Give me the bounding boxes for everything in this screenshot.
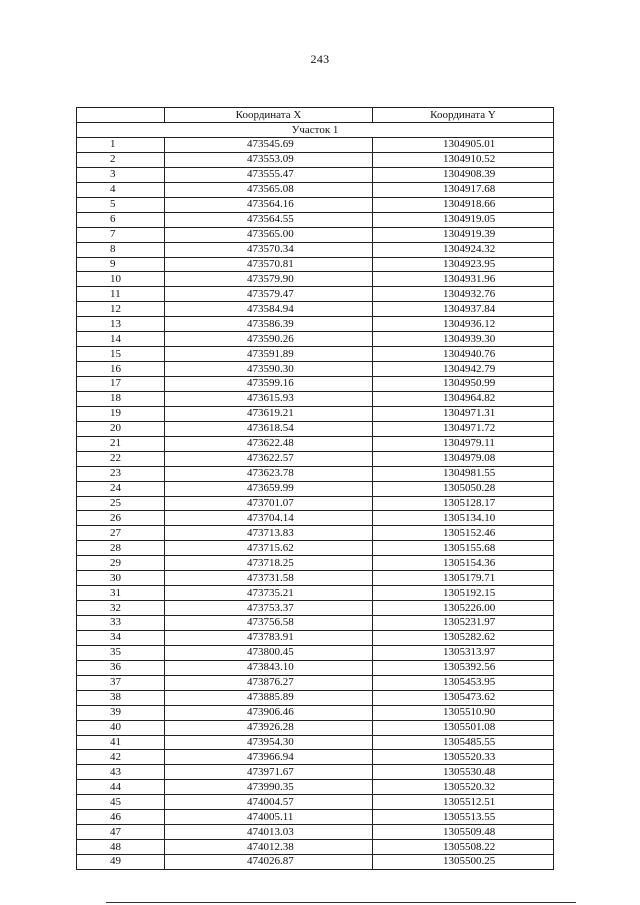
- point-number: 12: [77, 302, 165, 317]
- coordinate-y: 1305453.95: [373, 675, 554, 690]
- coordinate-x: 473565.00: [165, 227, 373, 242]
- point-number: 2: [77, 152, 165, 167]
- section-title: Участок 1: [77, 123, 554, 138]
- coordinate-x: 473876.27: [165, 675, 373, 690]
- table-header-row: [77, 108, 554, 123]
- point-number: 5: [77, 197, 165, 212]
- coordinate-x: 473564.55: [165, 212, 373, 227]
- table-row: [77, 780, 554, 795]
- coordinates-table: [76, 107, 554, 870]
- point-number: 36: [77, 660, 165, 675]
- coordinate-x: 474012.38: [165, 840, 373, 855]
- coordinate-y: 1305509.48: [373, 825, 554, 840]
- point-number: 24: [77, 481, 165, 496]
- coordinate-x: 473615.93: [165, 391, 373, 406]
- table-row: [77, 332, 554, 347]
- table-row: [77, 526, 554, 541]
- header-coordinate-y: Координата Y: [373, 108, 554, 123]
- coordinate-y: 1305500.25: [373, 855, 554, 870]
- coordinate-y: 1305530.48: [373, 765, 554, 780]
- coordinate-y: 1304932.76: [373, 287, 554, 302]
- coordinate-y: 1305508.22: [373, 840, 554, 855]
- table-row: [77, 436, 554, 451]
- coordinate-y: 1305231.97: [373, 616, 554, 631]
- coordinate-x: 473618.54: [165, 421, 373, 436]
- point-number: 10: [77, 272, 165, 287]
- table-row: [77, 825, 554, 840]
- table-row: [77, 571, 554, 586]
- table-row: [77, 481, 554, 496]
- coordinate-x: 473783.91: [165, 630, 373, 645]
- coordinate-y: 1305152.46: [373, 526, 554, 541]
- point-number: 22: [77, 451, 165, 466]
- coordinate-y: 1304971.31: [373, 406, 554, 421]
- point-number: 31: [77, 586, 165, 601]
- table-row: [77, 227, 554, 242]
- coordinate-x: 473570.81: [165, 257, 373, 272]
- table-row: [77, 466, 554, 481]
- coordinate-y: 1304910.52: [373, 152, 554, 167]
- point-number: 27: [77, 526, 165, 541]
- table-row: [77, 302, 554, 317]
- coordinate-x: 473622.57: [165, 451, 373, 466]
- point-number: 45: [77, 795, 165, 810]
- coordinate-x: 473800.45: [165, 645, 373, 660]
- coordinate-x: 473715.62: [165, 541, 373, 556]
- table-row: [77, 421, 554, 436]
- table-row: [77, 735, 554, 750]
- coordinate-y: 1305154.36: [373, 556, 554, 571]
- point-number: 18: [77, 391, 165, 406]
- coordinate-x: 473623.78: [165, 466, 373, 481]
- point-number: 46: [77, 810, 165, 825]
- coordinate-x: 473954.30: [165, 735, 373, 750]
- coordinate-x: 473553.09: [165, 152, 373, 167]
- coordinate-x: 473570.34: [165, 242, 373, 257]
- coordinate-y: 1305155.68: [373, 541, 554, 556]
- point-number: 34: [77, 630, 165, 645]
- coordinate-x: 473619.21: [165, 406, 373, 421]
- table-row: [77, 840, 554, 855]
- coordinate-y: 1305512.51: [373, 795, 554, 810]
- point-number: 29: [77, 556, 165, 571]
- coordinate-y: 1304923.95: [373, 257, 554, 272]
- table-row: [77, 406, 554, 421]
- table-row: [77, 705, 554, 720]
- coordinate-y: 1304919.05: [373, 212, 554, 227]
- table-row: [77, 257, 554, 272]
- coordinate-y: 1305226.00: [373, 601, 554, 616]
- coordinate-y: 1304936.12: [373, 317, 554, 332]
- table-row: [77, 645, 554, 660]
- coordinate-y: 1304981.55: [373, 466, 554, 481]
- coordinate-x: 473735.21: [165, 586, 373, 601]
- coordinate-x: 473966.94: [165, 750, 373, 765]
- coordinate-y: 1305510.90: [373, 705, 554, 720]
- coordinate-x: 473753.37: [165, 601, 373, 616]
- coordinate-x: 473701.07: [165, 496, 373, 511]
- point-number: 25: [77, 496, 165, 511]
- coordinate-x: 473579.90: [165, 272, 373, 287]
- point-number: 17: [77, 377, 165, 392]
- table-row: [77, 601, 554, 616]
- table-row: [77, 182, 554, 197]
- table-row: [77, 616, 554, 631]
- coordinate-y: 1305513.55: [373, 810, 554, 825]
- coordinate-y: 1304964.82: [373, 391, 554, 406]
- coordinate-y: 1305473.62: [373, 690, 554, 705]
- coordinate-x: 473731.58: [165, 571, 373, 586]
- point-number: 32: [77, 601, 165, 616]
- point-number: 39: [77, 705, 165, 720]
- table-row: [77, 272, 554, 287]
- table-row: [77, 197, 554, 212]
- table-row: [77, 167, 554, 182]
- coordinate-x: 473622.48: [165, 436, 373, 451]
- table-row: [77, 795, 554, 810]
- table-body: [77, 123, 554, 870]
- table-row: [77, 855, 554, 870]
- coordinate-x: 474004.57: [165, 795, 373, 810]
- table-row: [77, 451, 554, 466]
- point-number: 4: [77, 182, 165, 197]
- point-number: 42: [77, 750, 165, 765]
- point-number: 3: [77, 167, 165, 182]
- coordinate-y: 1305501.08: [373, 720, 554, 735]
- point-number: 35: [77, 645, 165, 660]
- point-number: 38: [77, 690, 165, 705]
- coordinate-y: 1304931.96: [373, 272, 554, 287]
- header-number: [77, 108, 165, 123]
- coordinate-y: 1304979.11: [373, 436, 554, 451]
- point-number: 8: [77, 242, 165, 257]
- table-row: [77, 556, 554, 571]
- coordinate-y: 1305520.33: [373, 750, 554, 765]
- table-row: [77, 377, 554, 392]
- coordinate-x: 473659.99: [165, 481, 373, 496]
- coordinate-y: 1305485.55: [373, 735, 554, 750]
- coordinate-x: 473579.47: [165, 287, 373, 302]
- point-number: 16: [77, 362, 165, 377]
- table-row: [77, 511, 554, 526]
- coordinate-y: 1304937.84: [373, 302, 554, 317]
- coordinate-x: 473704.14: [165, 511, 373, 526]
- coordinate-x: 473713.83: [165, 526, 373, 541]
- table-row: [77, 720, 554, 735]
- table-row: [77, 242, 554, 257]
- coordinate-x: 473971.67: [165, 765, 373, 780]
- coordinate-x: 473584.94: [165, 302, 373, 317]
- page-number: 243: [310, 52, 330, 66]
- coordinate-x: 473906.46: [165, 705, 373, 720]
- table-row: [77, 317, 554, 332]
- coordinate-y: 1305192.15: [373, 586, 554, 601]
- coordinate-y: 1305392.56: [373, 660, 554, 675]
- coordinate-y: 1304924.32: [373, 242, 554, 257]
- point-number: 1: [77, 138, 165, 153]
- table-row: [77, 391, 554, 406]
- coordinate-y: 1304939.30: [373, 332, 554, 347]
- coordinate-x: 473545.69: [165, 138, 373, 153]
- coordinate-y: 1304940.76: [373, 347, 554, 362]
- point-number: 28: [77, 541, 165, 556]
- header-coordinate-x: Координата X: [165, 108, 373, 123]
- table-row: [77, 765, 554, 780]
- coordinate-x: 474026.87: [165, 855, 373, 870]
- point-number: 23: [77, 466, 165, 481]
- coordinate-y: 1305313.97: [373, 645, 554, 660]
- coordinate-y: 1304979.08: [373, 451, 554, 466]
- coordinate-y: 1304917.68: [373, 182, 554, 197]
- table-row: [77, 586, 554, 601]
- section-row: [77, 123, 554, 138]
- coordinate-y: 1305282.62: [373, 630, 554, 645]
- coordinate-x: 473756.58: [165, 616, 373, 631]
- coordinate-x: 473565.08: [165, 182, 373, 197]
- coordinate-y: 1305050.28: [373, 481, 554, 496]
- point-number: 6: [77, 212, 165, 227]
- point-number: 44: [77, 780, 165, 795]
- coordinate-x: 473599.16: [165, 377, 373, 392]
- table-row: [77, 287, 554, 302]
- point-number: 30: [77, 571, 165, 586]
- table-row: [77, 496, 554, 511]
- point-number: 14: [77, 332, 165, 347]
- point-number: 15: [77, 347, 165, 362]
- point-number: 43: [77, 765, 165, 780]
- table-row: [77, 690, 554, 705]
- point-number: 9: [77, 257, 165, 272]
- coordinate-y: 1304971.72: [373, 421, 554, 436]
- coordinate-x: 473591.89: [165, 347, 373, 362]
- point-number: 40: [77, 720, 165, 735]
- coordinate-x: 473564.16: [165, 197, 373, 212]
- coordinate-x: 473718.25: [165, 556, 373, 571]
- coordinate-x: 474005.11: [165, 810, 373, 825]
- coordinate-x: 473885.89: [165, 690, 373, 705]
- table-row: [77, 541, 554, 556]
- table-row: [77, 138, 554, 153]
- point-number: 37: [77, 675, 165, 690]
- coordinate-y: 1305128.17: [373, 496, 554, 511]
- table-row: [77, 675, 554, 690]
- point-number: 11: [77, 287, 165, 302]
- coordinate-y: 1305520.32: [373, 780, 554, 795]
- table-row: [77, 630, 554, 645]
- point-number: 21: [77, 436, 165, 451]
- coordinate-y: 1305179.71: [373, 571, 554, 586]
- table-row: [77, 347, 554, 362]
- coordinate-x: 473590.26: [165, 332, 373, 347]
- point-number: 48: [77, 840, 165, 855]
- coordinate-y: 1305134.10: [373, 511, 554, 526]
- table-row: [77, 362, 554, 377]
- point-number: 49: [77, 855, 165, 870]
- table-row: [77, 750, 554, 765]
- table-row: [77, 810, 554, 825]
- table-row: [77, 212, 554, 227]
- coordinate-y: 1304918.66: [373, 197, 554, 212]
- coordinate-x: 473990.35: [165, 780, 373, 795]
- point-number: 47: [77, 825, 165, 840]
- coordinate-x: 473555.47: [165, 167, 373, 182]
- coordinate-y: 1304905.01: [373, 138, 554, 153]
- coordinate-x: 473590.30: [165, 362, 373, 377]
- coordinate-x: 473843.10: [165, 660, 373, 675]
- point-number: 26: [77, 511, 165, 526]
- footer-rule: [106, 902, 576, 903]
- coordinate-x: 473926.28: [165, 720, 373, 735]
- table-row: [77, 152, 554, 167]
- point-number: 13: [77, 317, 165, 332]
- coordinate-x: 474013.03: [165, 825, 373, 840]
- point-number: 41: [77, 735, 165, 750]
- point-number: 7: [77, 227, 165, 242]
- table-row: [77, 660, 554, 675]
- point-number: 20: [77, 421, 165, 436]
- coordinate-x: 473586.39: [165, 317, 373, 332]
- coordinate-y: 1304908.39: [373, 167, 554, 182]
- coordinate-y: 1304950.99: [373, 377, 554, 392]
- point-number: 19: [77, 406, 165, 421]
- coordinate-y: 1304942.79: [373, 362, 554, 377]
- coordinate-y: 1304919.39: [373, 227, 554, 242]
- point-number: 33: [77, 616, 165, 631]
